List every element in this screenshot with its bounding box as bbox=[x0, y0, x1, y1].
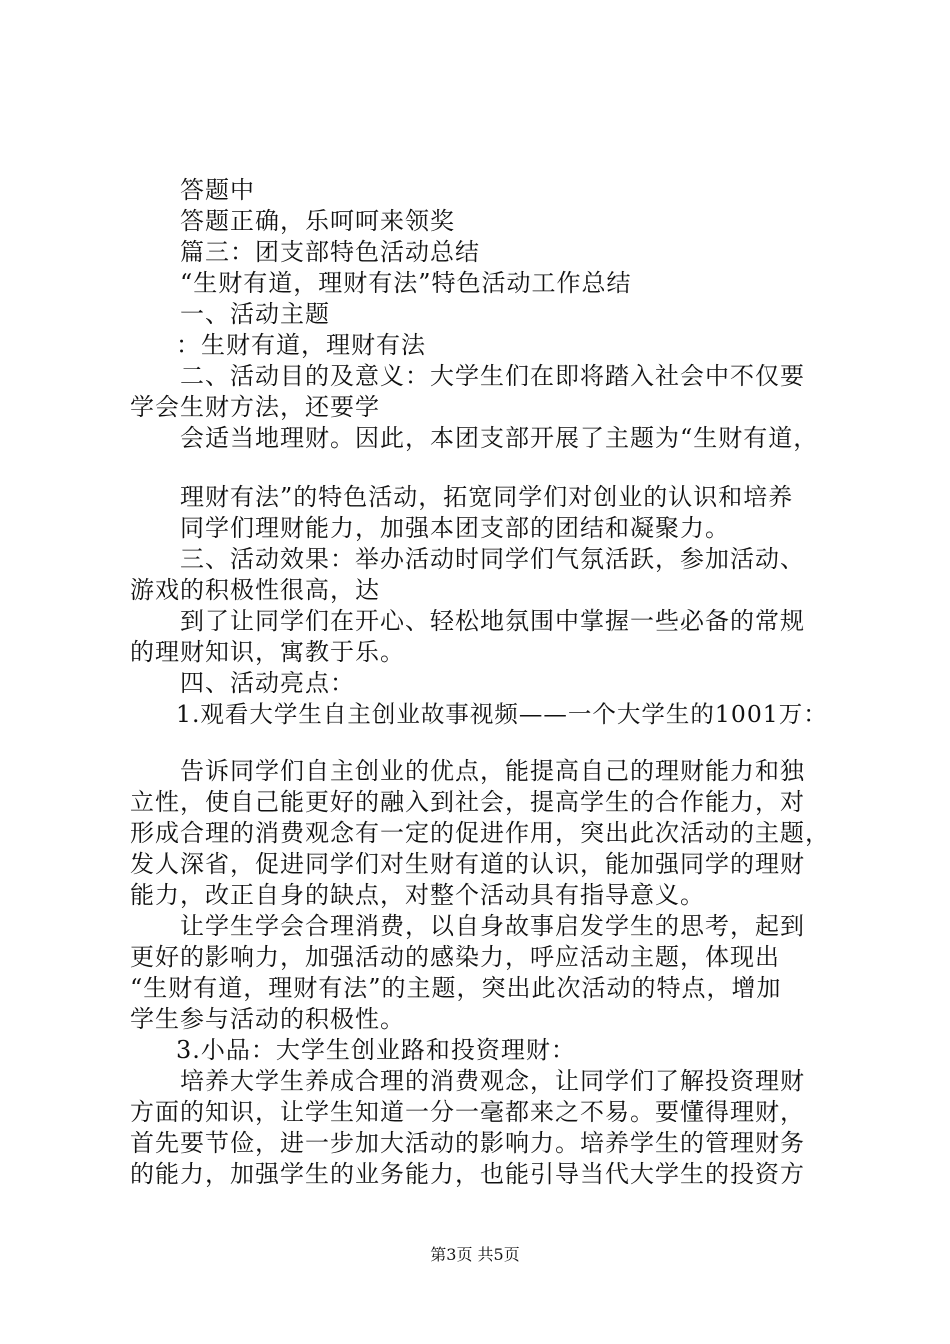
text-line: 的理财知识，寓教于乐。 bbox=[130, 638, 405, 666]
text-line: 首先要节俭，进一步加大活动的影响力。培养学生的管理财务 bbox=[130, 1129, 805, 1157]
text-line: “生财有道，理财有法”特色活动工作总结 bbox=[180, 269, 632, 297]
text-line: 告诉同学们自主创业的优点，能提高自己的理财能力和独 bbox=[180, 757, 805, 785]
text-line: 会适当地理财。因此，本团支部开展了主题为“生财有道， bbox=[180, 424, 819, 452]
text-line: 方面的知识，让学生知道一分一毫都来之不易。要懂得理财， bbox=[130, 1098, 805, 1126]
text-line: 学生参与活动的积极性。 bbox=[130, 1005, 405, 1033]
text-line: 1.观看大学生自主创业故事视频——一个大学生的1001万： bbox=[176, 700, 828, 728]
text-line: 立性，使自己能更好的融入到社会，提高学生的合作能力，对 bbox=[130, 788, 805, 816]
text-line: ：生财有道，理财有法 bbox=[176, 331, 426, 359]
page-number: 第3页 共5页 bbox=[430, 1245, 520, 1264]
text-line: 培养大学生养成合理的消费观念，让同学们了解投资理财 bbox=[180, 1067, 805, 1095]
text-line: 一、活动主题 bbox=[180, 300, 330, 328]
text-line: 3.小品：大学生创业路和投资理财： bbox=[176, 1036, 576, 1064]
text-line: 三、活动效果：举办活动时同学们气氛活跃，参加活动、 bbox=[180, 545, 805, 573]
text-line: 到了让同学们在开心、轻松地氛围中掌握一些必备的常规 bbox=[180, 607, 805, 635]
text-line: 的能力，加强学生的业务能力，也能引导当代大学生的投资方 bbox=[130, 1160, 805, 1188]
text-line: 让学生学会合理消费，以自身故事启发学生的思考，起到 bbox=[180, 912, 805, 940]
text-line: 更好的影响力，加强活动的感染力，呼应活动主题，体现出 bbox=[130, 943, 780, 971]
text-line: 发人深省，促进同学们对生财有道的认识，能加强同学的理财 bbox=[130, 850, 805, 878]
text-line: 形成合理的消费观念有一定的促进作用，突出此次活动的主题， bbox=[130, 819, 830, 847]
text-line: 答题正确，乐呵呵来领奖 bbox=[180, 207, 455, 235]
text-line: 篇三：团支部特色活动总结 bbox=[180, 238, 480, 266]
text-line: 能力，改正自身的缺点，对整个活动具有指导意义。 bbox=[130, 881, 705, 909]
text-line: 答题中 bbox=[180, 176, 255, 204]
text-line: 四、活动亮点： bbox=[180, 669, 355, 697]
text-line: 理财有法”的特色活动，拓宽同学们对创业的认识和培养 bbox=[180, 483, 794, 511]
text-line: 同学们理财能力，加强本团支部的团结和凝聚力。 bbox=[180, 514, 730, 542]
text-line: 学会生财方法，还要学 bbox=[130, 393, 380, 421]
text-line: “生财有道，理财有法”的主题，突出此次活动的特点，增加 bbox=[130, 974, 782, 1002]
text-line: 游戏的积极性很高，达 bbox=[130, 576, 380, 604]
text-line: 二、活动目的及意义：大学生们在即将踏入社会中不仅要 bbox=[180, 362, 805, 390]
